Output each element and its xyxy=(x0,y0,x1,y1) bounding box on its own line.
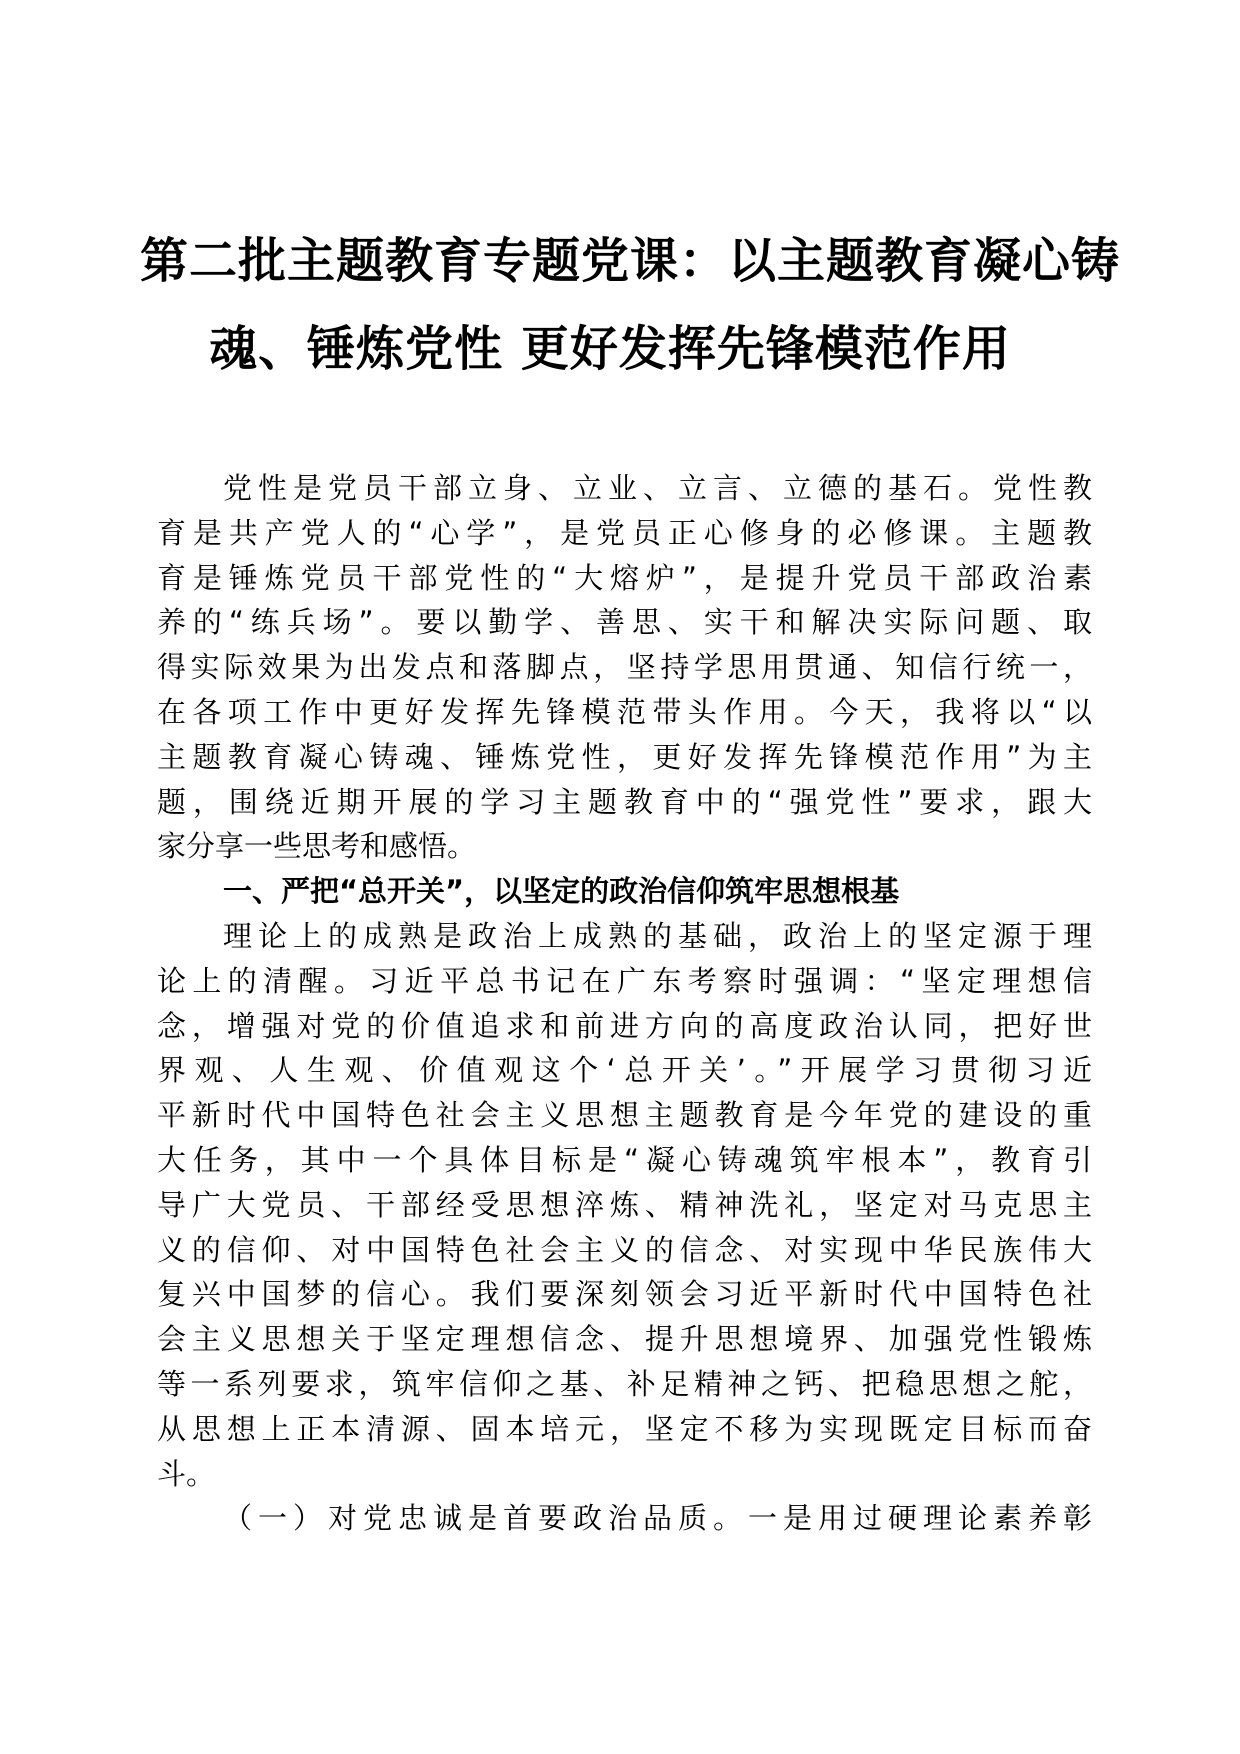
paragraph-line: 斗。 xyxy=(157,1456,216,1491)
paragraph-line: 界观、人生观、价值观这个‘总开关’。”开展学习贯彻习近 xyxy=(157,1053,1092,1088)
paragraph-line: 得实际效果为出发点和落脚点，坚持学思用贯通、知信行统一， xyxy=(157,650,1092,685)
paragraph-line: 主题教育凝心铸魂、锤炼党性，更好发挥先锋模范作用”为主 xyxy=(157,739,1092,774)
paragraph-line: 平新时代中国特色社会主义思想主题教育是今年党的建设的重 xyxy=(157,1098,1092,1133)
paragraph-line: 在各项工作中更好发挥先锋模范带头作用。今天，我将以“以 xyxy=(157,694,1092,729)
section-heading: 一、严把“总开关”，以坚定的政治信仰筑牢思想根基 xyxy=(223,874,900,909)
paragraph-line: 念，增强对党的价值追求和前进方向的高度政治认同，把好世 xyxy=(157,1008,1092,1043)
paragraph-line: 从思想上正本清源、固本培元，坚定不移为实现既定目标而奋 xyxy=(157,1411,1092,1446)
paragraph-line: 题，围绕近期开展的学习主题教育中的“强党性”要求，跟大 xyxy=(157,784,1092,819)
document-title-line-2: 魂、锤炼党性 更好发挥先锋模范作用 xyxy=(209,321,1011,377)
document-body xyxy=(157,466,1092,1541)
paragraph-line: 养的“练兵场”。要以勤学、善思、实干和解决实际问题、取 xyxy=(157,605,1092,640)
paragraph-line: 党性是党员干部立身、立业、立言、立德的基石。党性教 xyxy=(223,471,1092,505)
paragraph-line: 家分享一些思考和感悟。 xyxy=(157,829,477,864)
paragraph-line: 会主义思想关于坚定理想信念、提升思想境界、加强党性锻炼 xyxy=(157,1322,1092,1357)
document-title-line-1: 第二批主题教育专题党课：以主题教育凝心铸 xyxy=(140,233,1121,289)
paragraph-line: 育是共产党人的“心学”，是党员正心修身的必修课。主题教 xyxy=(157,515,1092,550)
subsection-line: （一）对党忠诚是首要政治品质。一是用过硬理论素养彰 xyxy=(223,1501,1092,1536)
paragraph-line: 义的信仰、对中国特色社会主义的信念、对实现中华民族伟大 xyxy=(157,1232,1092,1267)
paragraph-line: 育是锤炼党员干部党性的“大熔炉”，是提升党员干部政治素 xyxy=(157,560,1092,595)
paragraph-line: 大任务，其中一个具体目标是“凝心铸魂筑牢根本”，教育引 xyxy=(157,1142,1092,1177)
paragraph-line: 导广大党员、干部经受思想淬炼、精神洗礼，坚定对马克思主 xyxy=(157,1187,1092,1222)
paragraph-line: 论上的清醒。习近平总书记在广东考察时强调：“坚定理想信 xyxy=(157,963,1092,998)
paragraph-line: 理论上的成熟是政治上成熟的基础，政治上的坚定源于理 xyxy=(223,918,1092,953)
paragraph-line: 等一系列要求，筑牢信仰之基、补足精神之钙、把稳思想之舵， xyxy=(157,1366,1092,1401)
paragraph-line: 复兴中国梦的信心。我们要深刻领会习近平新时代中国特色社 xyxy=(157,1277,1092,1312)
